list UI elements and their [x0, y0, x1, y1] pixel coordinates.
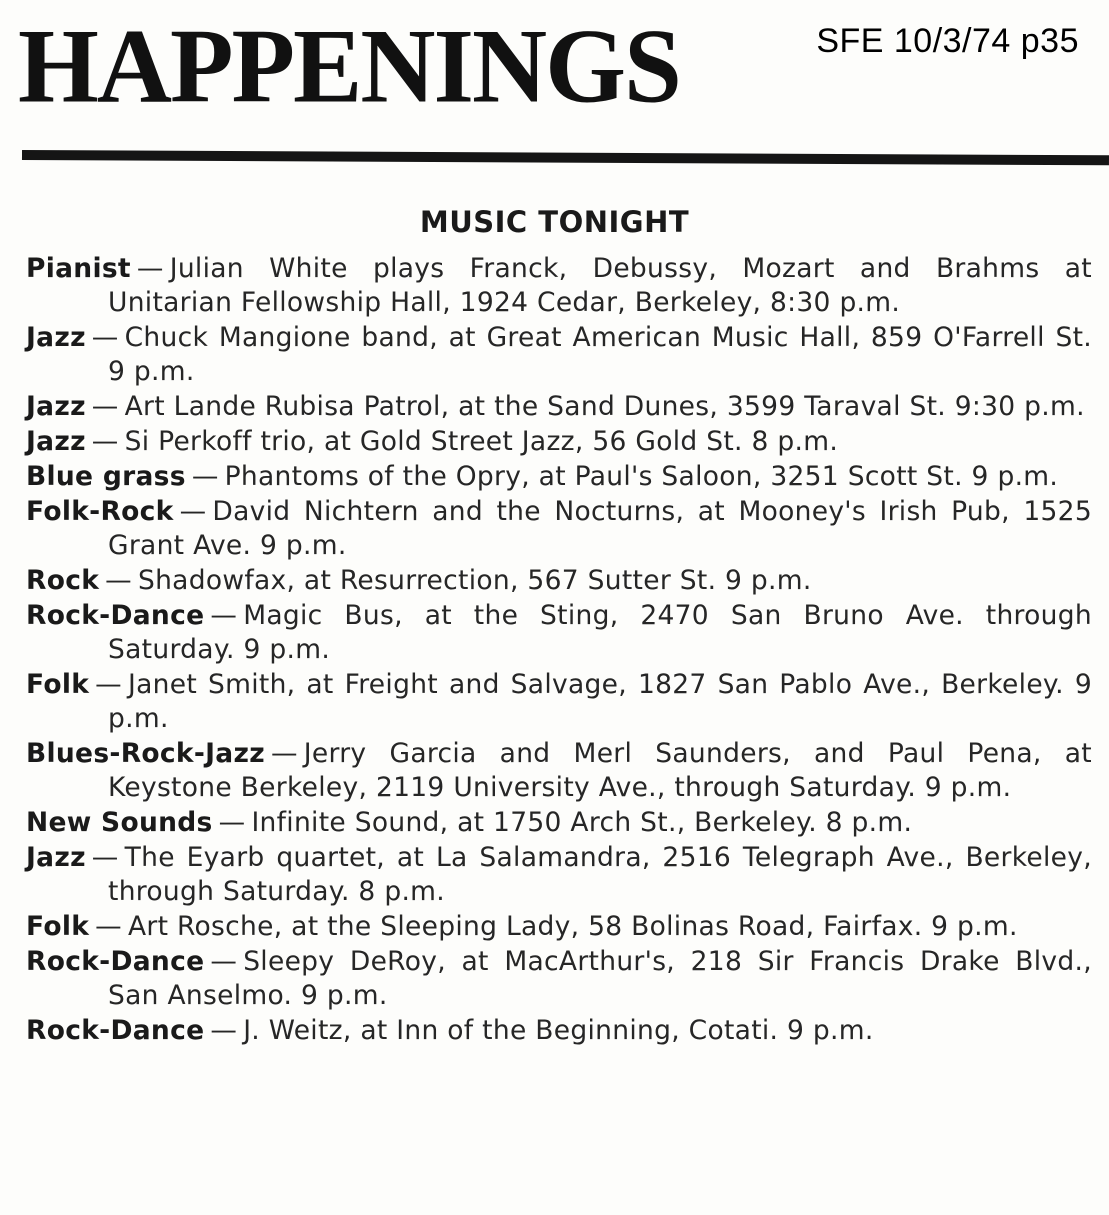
listing-category: Rock: [26, 565, 100, 596]
list-item: Folk — Art Rosche, at the Sleeping Lady, 58 Bolinas Road, Fairfax. 9 p.m.: [26, 911, 1018, 942]
listing-text: The Eyarb quartet, at La Salamandra, 2516 Telegraph Ave., Berkeley, through Saturday. 8 p.m.: [108, 842, 1092, 907]
listings: [26, 252, 1092, 1049]
listing-text: J. Weitz, at Inn of the Beginning, Cotati. 9 p.m.: [243, 1015, 874, 1046]
listing-text: Magic Bus, at the Sting, 2470 San Bruno Ave. through Saturday. 9 p.m.: [108, 600, 1092, 665]
list-item: Jazz — Art Lande Rubisa Patrol, at the Sand Dunes, 3599 Taraval St. 9:30 p.m.: [26, 391, 1085, 422]
listing-category: Rock-Dance: [26, 946, 205, 977]
clip-reference: SFE 10/3/74 p35: [816, 22, 1079, 60]
list-item: Jazz — The Eyarb quartet, at La Salamandra, 2516 Telegraph Ave., Berkeley, through Saturday. 8 p.m.: [26, 842, 1092, 907]
listing-category: Pianist: [26, 253, 131, 284]
listing-text: Jerry Garcia and Merl Saunders, and Paul Pena, at Keystone Berkeley, 2119 University Ave., through Saturday. 9 p.m.: [108, 738, 1092, 803]
list-item: Folk — Janet Smith, at Freight and Salvage, 1827 San Pablo Ave., Berkeley. 9 p.m.: [26, 669, 1092, 734]
listing-text: Shadowfax, at Resurrection, 567 Sutter St. 9 p.m.: [137, 565, 812, 596]
listing-text: Sleepy DeRoy, at MacArthur's, 218 Sir Francis Drake Blvd., San Anselmo. 9 p.m.: [108, 946, 1092, 1011]
listing-text: Janet Smith, at Freight and Salvage, 1827 San Pablo Ave., Berkeley. 9 p.m.: [108, 669, 1092, 734]
listing-text: Julian White plays Franck, Debussy, Mozart and Brahms at Unitarian Fellowship Hall, 1924 Cedar, Berkeley, 8:30 p.m.: [108, 253, 1092, 318]
listing-category: Blue grass: [26, 461, 186, 492]
list-item: Folk-Rock — David Nichtern and the Nocturns, at Mooney's Irish Pub, 1525 Grant Ave. 9 p.m.: [26, 496, 1092, 561]
list-item: Pianist — Julian White plays Franck, Debussy, Mozart and Brahms at Unitarian Fellowship Hall, 1924 Cedar, Berkeley, 8:30 p.m.: [26, 253, 1092, 318]
list-item: Rock — Shadowfax, at Resurrection, 567 Sutter St. 9 p.m.: [26, 565, 812, 596]
masthead-rule: [22, 150, 1109, 165]
listing-category: Rock-Dance: [26, 600, 205, 631]
listing-text: David Nichtern and the Nocturns, at Mooney's Irish Pub, 1525 Grant Ave. 9 p.m.: [108, 496, 1092, 561]
listing-category: Rock-Dance: [26, 1015, 205, 1046]
list-item: Rock-Dance — Sleepy DeRoy, at MacArthur's, 218 Sir Francis Drake Blvd., San Anselmo. 9 p.m.: [26, 946, 1092, 1011]
listing-category: Jazz: [26, 426, 86, 457]
listing-text: Chuck Mangione band, at Great American Music Hall, 859 O'Farrell St. 9 p.m.: [108, 322, 1092, 387]
section-title: MUSIC TONIGHT: [419, 205, 690, 239]
listing-text: Infinite Sound, at 1750 Arch St., Berkeley. 8 p.m.: [251, 807, 913, 838]
list-item: New Sounds — Infinite Sound, at 1750 Arch St., Berkeley. 8 p.m.: [26, 807, 913, 838]
listing-category: Jazz: [26, 842, 86, 873]
listing-category: Folk: [26, 911, 90, 942]
listing-text: Si Perkoff trio, at Gold Street Jazz, 56 Gold St. 8 p.m.: [124, 426, 839, 457]
list-item: Blues-Rock-Jazz — Jerry Garcia and Merl Saunders, and Paul Pena, at Keystone Berkeley, 2119 University Ave., through Saturday. 9 p.m.: [26, 738, 1092, 803]
list-item: Jazz — Chuck Mangione band, at Great American Music Hall, 859 O'Farrell St. 9 p.m.: [26, 322, 1092, 387]
listing-text: Art Lande Rubisa Patrol, at the Sand Dunes, 3599 Taraval St. 9:30 p.m.: [124, 391, 1085, 422]
list-item: Blue grass — Phantoms of the Opry, at Paul's Saloon, 3251 Scott St. 9 p.m.: [26, 461, 1059, 492]
listing-category: Folk: [26, 669, 90, 700]
listing-category: New Sounds: [26, 807, 213, 838]
listing-text: Phantoms of the Opry, at Paul's Saloon, 3251 Scott St. 9 p.m.: [224, 461, 1059, 492]
listing-text: Art Rosche, at the Sleeping Lady, 58 Bolinas Road, Fairfax. 9 p.m.: [127, 911, 1018, 942]
listing-category: Jazz: [26, 322, 86, 353]
list-item: Rock-Dance — Magic Bus, at the Sting, 2470 San Bruno Ave. through Saturday. 9 p.m.: [26, 600, 1092, 665]
list-item: Rock-Dance — J. Weitz, at Inn of the Beginning, Cotati. 9 p.m.: [26, 1015, 874, 1046]
listing-category: Blues-Rock-Jazz: [26, 738, 265, 769]
list-item: Jazz — Si Perkoff trio, at Gold Street Jazz, 56 Gold St. 8 p.m.: [26, 426, 839, 457]
listing-category: Folk-Rock: [26, 496, 174, 527]
masthead-title: HAPPENINGS: [18, 7, 680, 126]
listing-category: Jazz: [26, 391, 86, 422]
